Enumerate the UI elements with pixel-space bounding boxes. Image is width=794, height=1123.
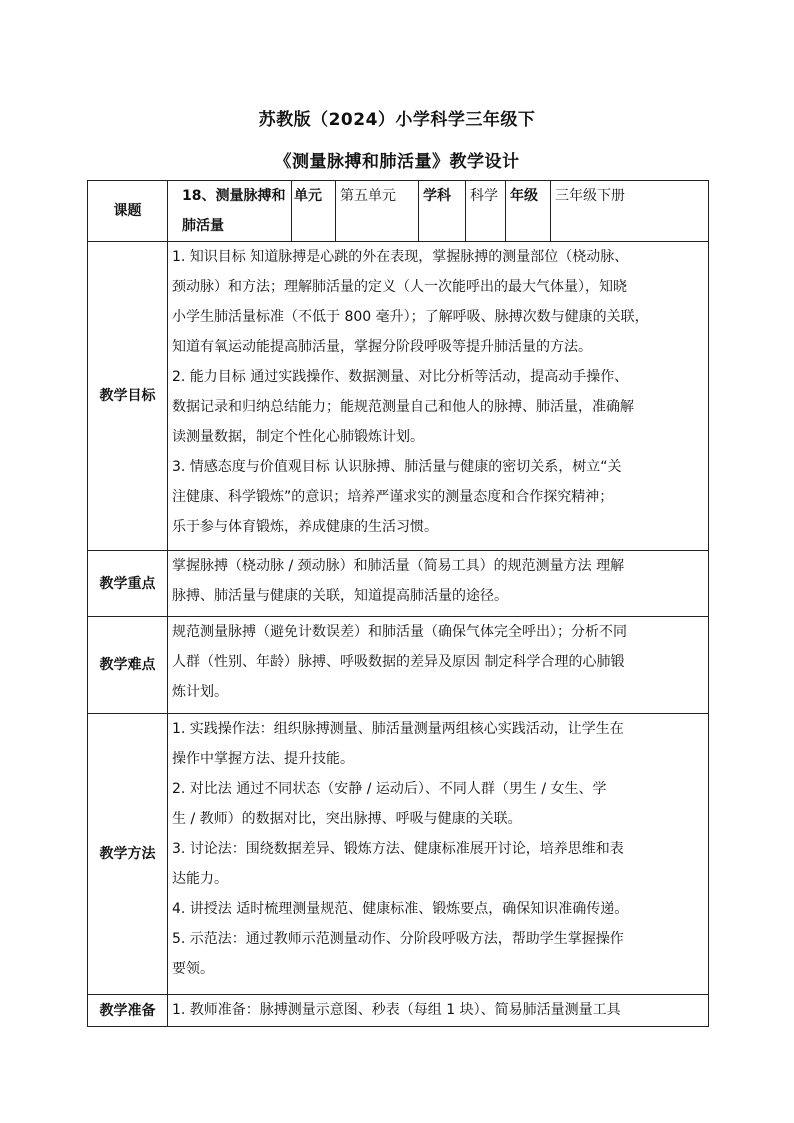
label-nianji: 年级	[506, 181, 551, 242]
text-line: 乐于参与体育锻炼，养成健康的生活习惯。	[172, 519, 438, 535]
text-line: 注健康、科学锻炼”的意识；培养严谨求实的测量态度和合作探究精神；	[172, 489, 614, 505]
row-teaching-methods	[88, 714, 709, 995]
text-line: 1. 教师准备：脉搏测量示意图、秒表（每组 1 块）、简易肺活量测量工具	[172, 1002, 621, 1018]
keti-value: 18、测量脉搏和肺活量	[168, 181, 292, 242]
text-line: 炼计划。	[172, 684, 228, 700]
key-points-content	[168, 551, 709, 617]
text-line: 脉搏、肺活量与健康的关联，知道提高肺活量的途径。	[172, 588, 508, 604]
label-teaching-methods: 教学方法	[88, 714, 168, 995]
header-row	[88, 181, 709, 242]
text-line: 1. 知识目标 知道脉搏是心跳的外在表现，掌握脉搏的测量部位（桡动脉、	[172, 249, 629, 265]
document-subtitle: 《测量脉搏和肺活量》教学设计	[274, 152, 520, 172]
label-difficulties: 教学难点	[88, 617, 168, 714]
row-teaching-goals	[88, 242, 709, 551]
teaching-goals-content	[168, 242, 709, 551]
text-line: 数据记录和归纳总结能力；能规范测量自己和他人的脉搏、肺活量，准确解	[172, 399, 634, 415]
label-teaching-goals: 教学目标	[88, 242, 168, 551]
nianji-value: 三年级下册	[551, 181, 709, 242]
lesson-plan-table	[87, 180, 709, 1027]
row-key-points	[88, 551, 709, 617]
text-line: 5. 示范法：通过教师示范测量动作、分阶段呼吸方法，帮助学生掌握操作	[172, 931, 624, 947]
text-line: 生 / 教师）的数据对比，突出脉搏、呼吸与健康的关联。	[172, 811, 522, 827]
label-xueke: 学科	[419, 181, 466, 242]
text-line: 知道有氧运动能提高肺活量，掌握分阶段呼吸等提升肺活量的方法。	[172, 339, 592, 355]
text-line: 3. 情感态度与价值观目标 认识脉搏、肺活量与健康的密切关系，树立“关	[172, 459, 622, 475]
text-line: 颈动脉）和方法；理解肺活量的定义（人一次能呼出的最大气体量），知晓	[172, 279, 627, 295]
row-preparation	[88, 995, 709, 1027]
text-line: 掌握脉搏（桡动脉 / 颈动脉）和肺活量（简易工具）的规范测量方法 理解	[172, 558, 625, 574]
label-keti: 课题	[88, 181, 168, 242]
text-line: 读测量数据，制定个性化心肺锻炼计划。	[172, 429, 424, 445]
text-line: 要领。	[172, 961, 214, 977]
label-key-points: 教学重点	[88, 551, 168, 617]
text-line: 1. 实践操作法：组织脉搏测量、肺活量测量两组核心实践活动，让学生在	[172, 721, 624, 737]
difficulties-content	[168, 617, 709, 714]
label-danyuan: 单元	[292, 181, 336, 242]
text-line: 规范测量脉搏（避免计数误差）和肺活量（确保气体完全呼出）；分析不同	[172, 624, 627, 640]
text-line: 操作中掌握方法、提升技能。	[172, 751, 354, 767]
xueke-value: 科学	[466, 181, 506, 242]
preparation-content	[168, 995, 709, 1027]
row-difficulties	[88, 617, 709, 714]
text-line: 2. 对比法 通过不同状态（安静 / 运动后）、不同人群（男生 / 女生、学	[172, 781, 607, 797]
document-title: 苏教版（2024）小学科学三年级下	[258, 110, 536, 130]
text-line: 小学生肺活量标准（不低于 800 毫升）；了解呼吸、脉搏次数与健康的关联，	[172, 309, 649, 325]
text-line: 达能力。	[172, 871, 228, 887]
text-line: 2. 能力目标 通过实践操作、数据测量、对比分析等活动，提高动手操作、	[172, 369, 629, 385]
text-line: 3. 讨论法：围绕数据差异、锻炼方法、健康标准展开讨论，培养思维和表	[172, 841, 624, 857]
danyuan-value: 第五单元	[336, 181, 419, 242]
label-preparation: 教学准备	[88, 995, 168, 1027]
text-line: 人群（性别、年龄）脉搏、呼吸数据的差异及原因 制定科学合理的心肺锻	[172, 654, 625, 670]
text-line: 4. 讲授法 适时梳理测量规范、健康标准、锻炼要点，确保知识准确传递。	[172, 901, 629, 917]
teaching-methods-content	[168, 714, 709, 995]
